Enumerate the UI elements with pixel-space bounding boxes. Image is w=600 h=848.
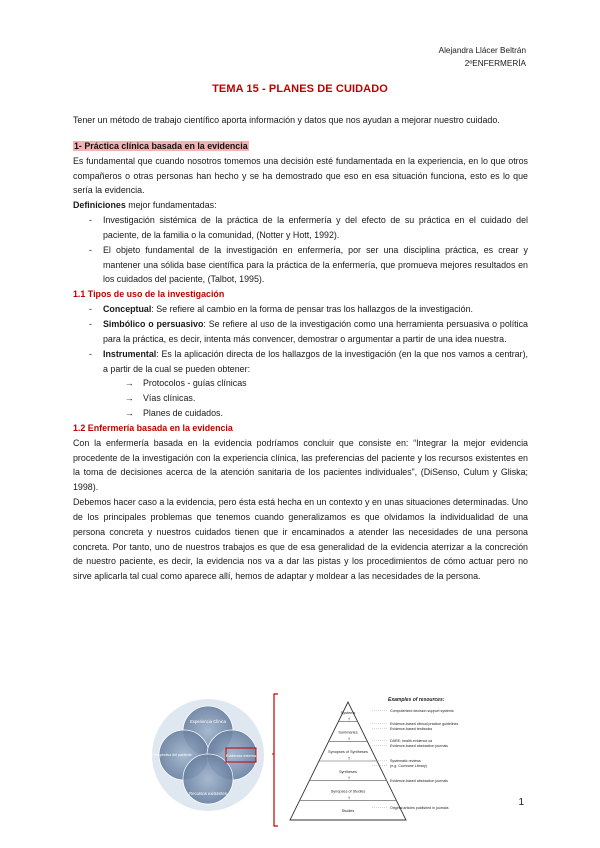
pyramid-resource-label: Original articles published in journals — [390, 806, 449, 810]
venn-label-bottom: Recursos existentes — [189, 791, 227, 796]
evidence-venn-diagram — [148, 696, 268, 814]
research-use-term: Conceptual — [103, 304, 152, 315]
evidence-pyramid-figure — [272, 690, 510, 830]
definition-text: Investigación sistémica de la práctica de la enfermería y del efecto de su práctica en el cuidado del paciente, de la familia o la comunidad, (Notter y Hott, 1992). — [103, 215, 528, 240]
pyramid-arrow-icon: ↑ — [347, 716, 351, 722]
section-1-paragraph: Es fundamental que cuando nosotros tomemos una decisión esté fundamentada en la experiencia, en lo que otros compañeros o otras personas han hecho y se ha demostrado que eso en esa situación funciona, esto es lo que sería la evidencia. — [73, 155, 528, 196]
page-title: TEMA 15 - PLANES DE CUIDADO — [212, 83, 388, 95]
pyramid-resource-label: Evidence-based abstraction journals — [390, 779, 448, 783]
page-number: 1 — [518, 797, 524, 808]
section-1-2-paragraph-1: Con la enfermería basada en la evidencia podríamos concluir que consiste en: “Integrar la mejor evidencia procedente de la investigación con la experiencia clínica, las preferencias del paciente y los recursos existentes en la toma de decisiones acerca de la atención sanitaria de los pacientes individuales”, (DiSenso, Culum y Gliska; 1998). — [73, 437, 528, 493]
research-use-term: Simbólico o persuasivo — [103, 318, 204, 329]
dash-marker: - — [89, 304, 92, 315]
research-use-item — [73, 302, 528, 317]
research-use-text: : Es la aplicación directa de los hallazgos de la investigación (en la que nos vamos a centrar), a partir de la cual se pueden obtener: — [103, 348, 528, 374]
instrumental-output-text: Protocolos - guías clínicas — [143, 378, 247, 389]
section-1-2-heading: 1.2 Enfermería basada en la evidencia — [73, 422, 233, 433]
arrow-icon: → — [125, 393, 134, 404]
pyramid-resource-label: Computerized decision support systems — [390, 709, 454, 713]
pyramid-resource-label: Evidence-based abstraction journals — [390, 744, 448, 748]
research-use-text: : Se refiere al uso de la investigación como una herramienta persuasiva o política para la práctica, es decir, intenta más convencer, demostrar o argumentar a partir de una idea nuestra. — [103, 318, 528, 344]
pyramid-level-label: Summaries — [338, 730, 358, 735]
pyramid-svg — [272, 690, 510, 830]
instrumental-output-text: Planes de cuidados. — [143, 408, 223, 419]
venn-label-left: Perspectiva del paciente — [152, 753, 192, 757]
section-1-2-paragraph-2: Debemos hacer caso a la evidencia, pero ésta está hecha en un contexto y en unas situaciones determinadas. Uno de los principales problemas que tenemos cuando generalizamos es que olvidamos la individualidad de una persona concreta y nuestros cuidados tienen que ir encaminados a atender las necesidades de una persona concreta. Por tanto, uno de nuestros trabajos es que de esa generalidad de la evidencia aterrizar a la concreción de nuestro paciente, es decir, la evidencia nos va a dar las pistas y los procedimientos de cómo actuar pero no sirve aplicarla tal cual como aparece allí, hemos de adaptar y moldear a las necesidades de la persona. — [73, 497, 528, 582]
section-1-heading-line — [73, 139, 528, 154]
document-body — [73, 113, 528, 584]
definitions-list — [73, 213, 528, 287]
arrow-icon: → — [125, 408, 134, 419]
page-header — [439, 44, 526, 70]
pyramid-level-label: Syntheses — [339, 769, 357, 774]
research-use-item — [73, 317, 528, 347]
definitions-label: Definiciones — [73, 200, 126, 211]
pyramid-arrow-icon: ↑ — [347, 775, 351, 781]
venn-label-top: Experiencia Clínica — [190, 719, 226, 724]
dash-marker: - — [89, 348, 92, 359]
bracket-line — [274, 694, 278, 826]
definition-item — [73, 213, 528, 243]
pyramid-resources-heading: Examples of resources: — [388, 697, 445, 703]
pyramid-resource-label: Evidence-based textbooks — [390, 727, 433, 731]
pyramid-arrow-icon: ↑ — [347, 795, 351, 801]
pyramid-level-label: Studies — [341, 809, 355, 814]
research-use-item — [73, 347, 528, 377]
dash-marker: - — [89, 244, 92, 255]
author-name: Alejandra Llácer Beltrán — [438, 46, 526, 55]
instrumental-output-item — [125, 376, 528, 391]
course-name: 2ºENFERMERÍA — [464, 59, 526, 68]
section-1-1-heading: 1.1 Tipos de uso de la investigación — [73, 289, 225, 300]
pyramid-resource-label: Evidence-based clinical practice guidelines — [390, 722, 459, 726]
dash-marker: - — [89, 318, 92, 329]
pyramid-resource-label: (e.g. Cochrane Library) — [390, 764, 427, 768]
venn-label-center: Evidencia externa — [225, 754, 257, 758]
definition-text: El objeto fundamental de la investigación en enfermería, por ser una disciplina práctica, es crear y mantener una sólida base científica para la práctica de la enfermería, que promueva mejores resultados en los cuidados del paciente, (Talbot, 1995). — [103, 244, 528, 285]
definitions-line — [73, 198, 528, 213]
definitions-rest: mejor fundamentadas: — [125, 200, 217, 211]
section-1-heading: 1- Práctica clínica basada en la evidencia — [74, 140, 248, 151]
pyramid-level-label: Systems — [340, 710, 356, 715]
venn-svg — [148, 696, 268, 814]
instrumental-output-item — [125, 406, 528, 421]
pyramid-level-label: Synopses of Syntheses — [328, 750, 368, 755]
pyramid-resource-label: Systematic reviews — [390, 759, 421, 763]
pyramid-resource-label: DARE; health-evidence.ca — [390, 739, 433, 743]
research-use-text: : Se refiere al cambio en la forma de pensar tras los hallazgos de la investigación. — [151, 304, 473, 315]
pyramid-arrow-icon: ↑ — [347, 756, 351, 761]
research-uses-list — [73, 302, 528, 376]
dash-marker: - — [89, 215, 92, 226]
instrumental-output-text: Vías clínicas. — [143, 393, 196, 404]
pyramid-level-label: Synopses of Studies — [330, 789, 366, 794]
definition-item — [73, 243, 528, 288]
arrow-icon: → — [125, 378, 134, 389]
instrumental-outputs-list — [73, 376, 528, 421]
research-use-term: Instrumental — [103, 348, 157, 359]
intro-paragraph: Tener un método de trabajo científico aporta información y datos que nos ayudan a mejorar nuestro cuidado. — [73, 115, 500, 125]
instrumental-output-item — [125, 391, 528, 406]
pyramid-arrow-icon: ↑ — [347, 736, 351, 742]
